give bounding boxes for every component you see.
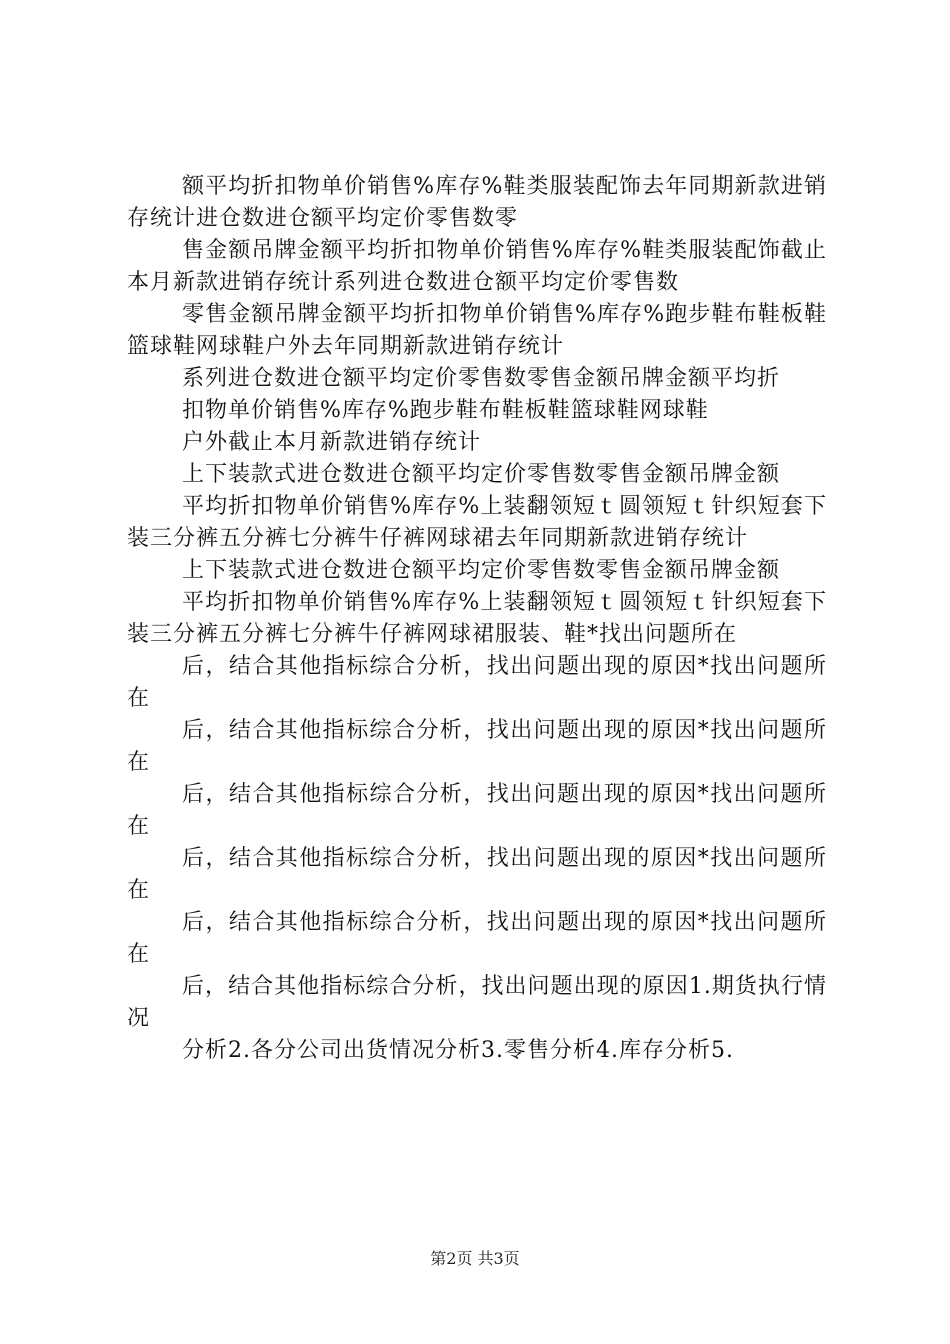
paragraph: 零售金额吊牌金额平均折扣物单价销售%库存%跑步鞋布鞋板鞋篮球鞋网球鞋户外去年同期新款进销存统计 bbox=[127, 302, 827, 359]
paragraph: 上下装款式进仓数进仓额平均定价零售数零售金额吊牌金额 bbox=[182, 462, 781, 487]
paragraph: 后，结合其他指标综合分析，找出问题出现的原因*找出问题所在 bbox=[127, 782, 827, 839]
paragraph: 分析2.各分公司出货情况分析3.零售分析4.库存分析5. bbox=[182, 1038, 734, 1063]
paragraph: 后，结合其他指标综合分析，找出问题出现的原因*找出问题所在 bbox=[127, 846, 827, 903]
paragraph: 扣物单价销售%库存%跑步鞋布鞋板鞋篮球鞋网球鞋 bbox=[182, 398, 709, 423]
paragraph: 上下装款式进仓数进仓额平均定价零售数零售金额吊牌金额 bbox=[182, 558, 781, 583]
paragraph: 后，结合其他指标综合分析，找出问题出现的原因*找出问题所在 bbox=[127, 718, 827, 775]
paragraph: 后，结合其他指标综合分析，找出问题出现的原因1.期货执行情况 bbox=[127, 974, 827, 1031]
paragraph: 后，结合其他指标综合分析，找出问题出现的原因*找出问题所在 bbox=[127, 910, 827, 967]
paragraph: 户外截止本月新款进销存统计 bbox=[182, 430, 482, 455]
paragraph: 后，结合其他指标综合分析，找出问题出现的原因*找出问题所在 bbox=[127, 654, 827, 711]
page-number-footer: 第2页 共3页 bbox=[430, 1249, 520, 1268]
paragraph: 售金额吊牌金额平均折扣物单价销售%库存%鞋类服装配饰截止本月新款进销存统计系列进仓数进仓额平均定价零售数 bbox=[127, 238, 827, 295]
paragraph: 平均折扣物单价销售%库存%上装翻领短ｔ圆领短ｔ针织短套下装三分裤五分裤七分裤牛仔裤网球裙服装、鞋*找出问题所在 bbox=[127, 590, 827, 647]
document-body bbox=[127, 171, 827, 1067]
paragraph: 系列进仓数进仓额平均定价零售数零售金额吊牌金额平均折 bbox=[182, 366, 781, 391]
paragraph: 额平均折扣物单价销售%库存%鞋类服装配饰去年同期新款进销存统计进仓数进仓额平均定价零售数零 bbox=[127, 174, 827, 231]
paragraph: 平均折扣物单价销售%库存%上装翻领短ｔ圆领短ｔ针织短套下装三分裤五分裤七分裤牛仔裤网球裙去年同期新款进销存统计 bbox=[127, 494, 827, 551]
